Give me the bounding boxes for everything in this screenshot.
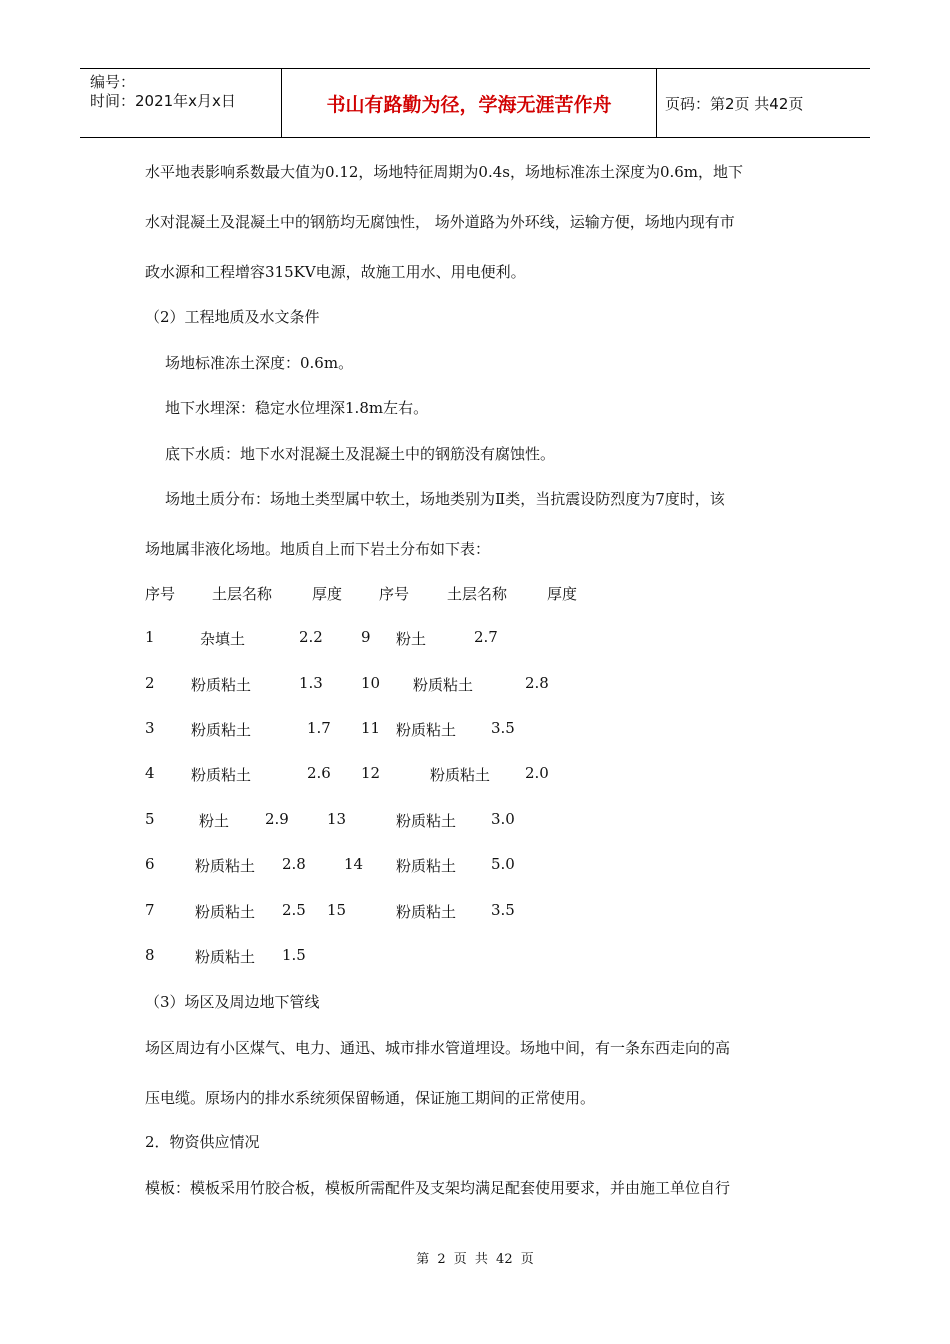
table-cell: 4 <box>145 764 155 782</box>
table-cell: 2.7 <box>474 628 498 646</box>
paragraph-line: 模板：模板采用竹胶合板，模板所需配件及支架均满足配套使用要求，并由施工单位自行 <box>145 1179 731 1197</box>
table-cell: 粉土 <box>199 812 230 830</box>
table-row <box>0 674 950 694</box>
table-row <box>0 628 950 648</box>
header-cell: 土层名称 <box>212 585 273 603</box>
paragraph-line: 场地属非液化场地。地质自上而下岩土分布如下表： <box>145 540 491 558</box>
table-cell: 1.5 <box>282 946 306 964</box>
header-divider <box>656 69 657 137</box>
table-cell: 粉质粘土 <box>195 903 256 921</box>
table-row <box>0 901 950 921</box>
paragraph-line: 场区周边有小区煤气、电力、通迅、城市排水管道埋设。场地中间，有一条东西走向的高 <box>145 1039 731 1057</box>
table-row <box>0 946 950 966</box>
table-header <box>0 583 950 603</box>
table-cell: 2 <box>145 674 155 692</box>
header-cell: 土层名称 <box>447 585 508 603</box>
section-heading: （3）场区及周边地下管线 <box>145 993 320 1011</box>
header-cell: 序号 <box>379 585 410 603</box>
header-page-info: 页码：第2页 共42页 <box>665 94 804 113</box>
table-cell: 粉质粘土 <box>195 857 256 875</box>
table-cell: 13 <box>327 810 347 828</box>
table-cell: 粉质粘土 <box>396 721 457 739</box>
table-cell: 14 <box>344 855 364 873</box>
paragraph-line: 政水源和工程增容315KV电源，故施工用水、用电便利。 <box>145 263 526 281</box>
table-row <box>0 764 950 784</box>
table-cell: 2.5 <box>282 901 306 919</box>
table-row <box>0 855 950 875</box>
table-cell: 2.2 <box>299 628 323 646</box>
table-cell: 2.8 <box>525 674 549 692</box>
table-cell: 1.3 <box>299 674 323 692</box>
paragraph-line: 水平地表影响系数最大值为0.12，场地特征周期为0.4s，场地标准冻土深度为0.6m，地下 <box>145 163 744 181</box>
table-cell: 粉质粘土 <box>191 766 252 784</box>
table-cell: 粉质粘土 <box>396 903 457 921</box>
table-cell: 粉质粘土 <box>191 676 252 694</box>
paragraph-line: 压电缆。原场内的排水系统须保留畅通，保证施工期间的正常使用。 <box>145 1089 596 1107</box>
table-cell: 粉质粘土 <box>396 812 457 830</box>
table-row <box>0 810 950 830</box>
table-cell: 2.0 <box>525 764 549 782</box>
table-cell: 1 <box>145 628 155 646</box>
paragraph-line: 地下水埋深：稳定水位埋深1.8m左右。 <box>165 399 429 417</box>
table-cell: 3.5 <box>491 901 515 919</box>
table-cell: 粉土 <box>396 630 427 648</box>
section-heading: （2）工程地质及水文条件 <box>145 308 320 326</box>
table-cell: 粉质粘土 <box>195 948 256 966</box>
table-cell: 5 <box>145 810 155 828</box>
table-cell: 8 <box>145 946 155 964</box>
table-cell: 2.8 <box>282 855 306 873</box>
paragraph-line: 底下水质：地下水对混凝土及混凝土中的钢筋没有腐蚀性。 <box>165 445 556 463</box>
table-cell: 15 <box>327 901 347 919</box>
paragraph-line: 场地标准冻土深度：0.6m。 <box>165 354 354 372</box>
header-cell: 序号 <box>145 585 176 603</box>
header-cell: 厚度 <box>312 585 343 603</box>
table-cell: 粉质粘土 <box>413 676 474 694</box>
table-cell: 6 <box>145 855 155 873</box>
table-cell: 2.6 <box>307 764 331 782</box>
table-cell: 12 <box>361 764 381 782</box>
table-cell: 粉质粘土 <box>430 766 491 784</box>
page-footer: 第 2 页 共 42 页 <box>416 1252 534 1267</box>
table-cell: 粉质粘土 <box>396 857 457 875</box>
header-cell: 厚度 <box>547 585 578 603</box>
table-cell: 5.0 <box>491 855 515 873</box>
page-header <box>80 68 870 138</box>
table-cell: 11 <box>361 719 381 737</box>
doc-time-label: 时间：2021年x月x日 <box>90 92 236 110</box>
table-cell: 3.0 <box>491 810 515 828</box>
header-motto: 书山有路勤为径，学海无涯苦作舟 <box>326 93 612 116</box>
table-cell: 2.9 <box>265 810 289 828</box>
doc-number-label: 编号： <box>90 73 136 91</box>
table-cell: 10 <box>361 674 381 692</box>
header-meta <box>90 73 236 111</box>
table-row <box>0 719 950 739</box>
paragraph-line: 水对混凝土及混凝土中的钢筋均无腐蚀性， 场外道路为外环线，运输方便，场地内现有市 <box>145 213 735 231</box>
table-cell: 1.7 <box>307 719 331 737</box>
table-cell: 9 <box>361 628 371 646</box>
table-cell: 3 <box>145 719 155 737</box>
table-cell: 杂填土 <box>200 630 246 648</box>
section-heading: 2．物资供应情况 <box>145 1133 260 1151</box>
table-cell: 7 <box>145 901 155 919</box>
table-cell: 3.5 <box>491 719 515 737</box>
table-cell: 粉质粘土 <box>191 721 252 739</box>
paragraph-line: 场地土质分布：场地土类型属中软土，场地类别为Ⅱ类，当抗震设防烈度为7度时，该 <box>165 490 725 508</box>
